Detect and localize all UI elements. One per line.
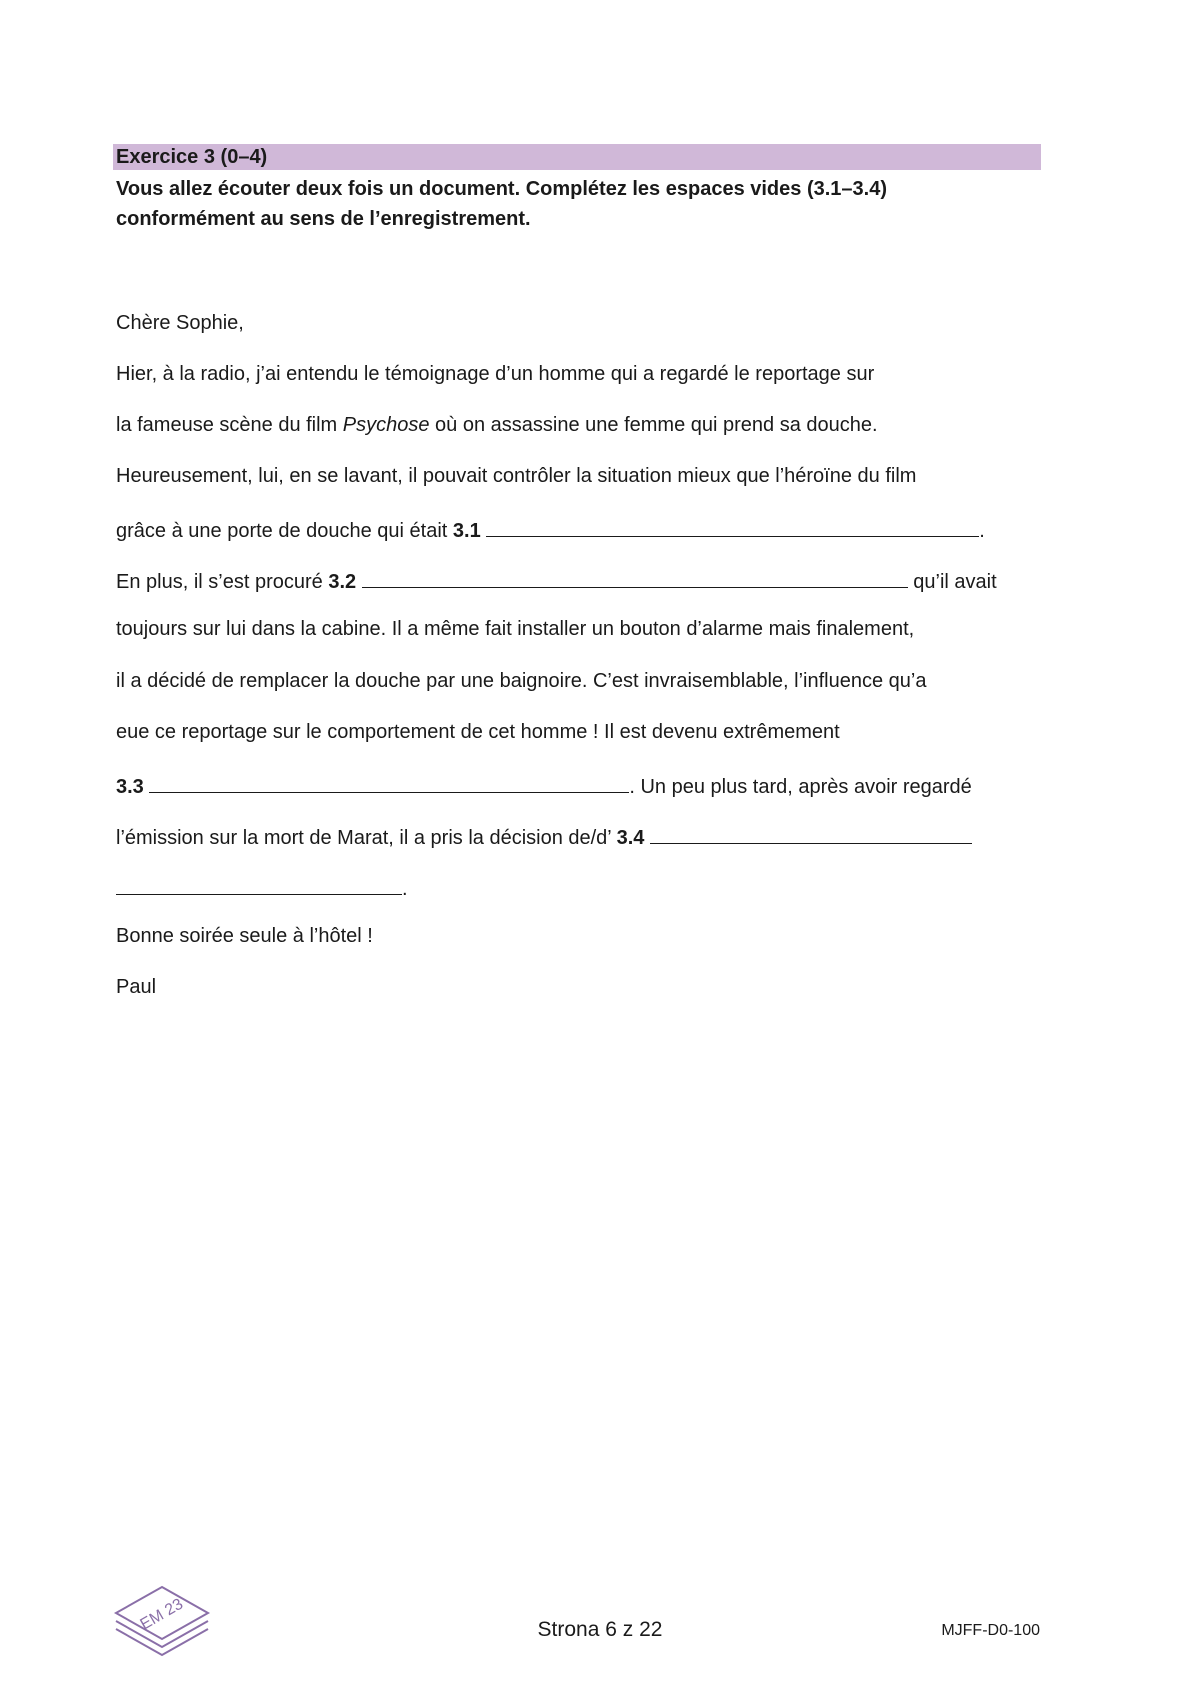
letter-line-5 (116, 565, 997, 595)
letter-line-9 (116, 770, 972, 800)
exercise-instruction: Vous allez écouter deux fois un document. Complétez les espaces vides (3.1–3.4) conformément au sens de l’enregistrement. (116, 178, 887, 230)
gap-3-2-blank[interactable] (362, 565, 908, 588)
letter-line-6: toujours sur lui dans la cabine. Il a même fait installer un bouton d’alarme mais finalement, (116, 618, 915, 640)
document-code: MJFF-D0-100 (941, 1622, 1040, 1639)
letter-line-7: il a décidé de remplacer la douche par une baignoire. C’est invraisemblable, l’influence qu’a (116, 670, 927, 692)
letter-closing: Bonne soirée seule à l’hôtel ! (116, 925, 373, 947)
letter-line-10 (116, 821, 972, 851)
logo-text: EM 23 (137, 1595, 187, 1634)
letter-line-2-end: où on assassine une femme qui prend sa douche. (429, 414, 878, 436)
gap-3-1-blank[interactable] (486, 514, 979, 537)
film-title: Psychose (342, 414, 430, 436)
letter-line-11-end: . (402, 878, 408, 900)
page-number: Strona 6 z 22 (537, 1618, 663, 1641)
gap-label-3-1: 3.1 (452, 520, 481, 542)
gap-3-4-blank[interactable] (650, 821, 972, 844)
gap-label-3-4: 3.4 (616, 827, 645, 849)
exercise-title: Exercice 3 (0–4) (116, 146, 268, 168)
letter-signature: Paul (116, 976, 157, 998)
letter-line-9-end: . Un peu plus tard, après avoir regardé (629, 776, 972, 798)
letter-line-5-end: qu’il avait (907, 571, 997, 593)
letter-line-8: eue ce reportage sur le comportement de cet homme ! Il est devenu extrêmement (116, 721, 840, 743)
letter-line-3: Heureusement, lui, en se lavant, il pouvait contrôler la situation mieux que l’héroïne du film (116, 465, 917, 487)
letter-line-2 (116, 412, 878, 438)
letter-line-2-start: la fameuse scène du film (116, 414, 343, 436)
letter-line-1: Hier, à la radio, j’ai entendu le témoignage d’un homme qui a regardé le reportage sur (116, 363, 875, 385)
letter-line-4 (116, 514, 985, 544)
letter-greeting: Chère Sophie, (116, 312, 244, 334)
letter-line-4-start: grâce à une porte de douche qui était (116, 520, 453, 542)
letter-line-5-start: En plus, il s’est procuré (116, 571, 329, 593)
gap-3-3-blank[interactable] (149, 770, 629, 793)
gap-3-4-blank-continued[interactable] (116, 872, 402, 895)
gap-label-3-2: 3.2 (328, 571, 357, 593)
letter-line-10-start: l’émission sur la mort de Marat, il a pris la décision de/d’ (116, 827, 617, 849)
letter-line-4-end: . (979, 520, 985, 542)
letter-line-11 (116, 872, 408, 902)
gap-label-3-3: 3.3 (116, 776, 144, 798)
